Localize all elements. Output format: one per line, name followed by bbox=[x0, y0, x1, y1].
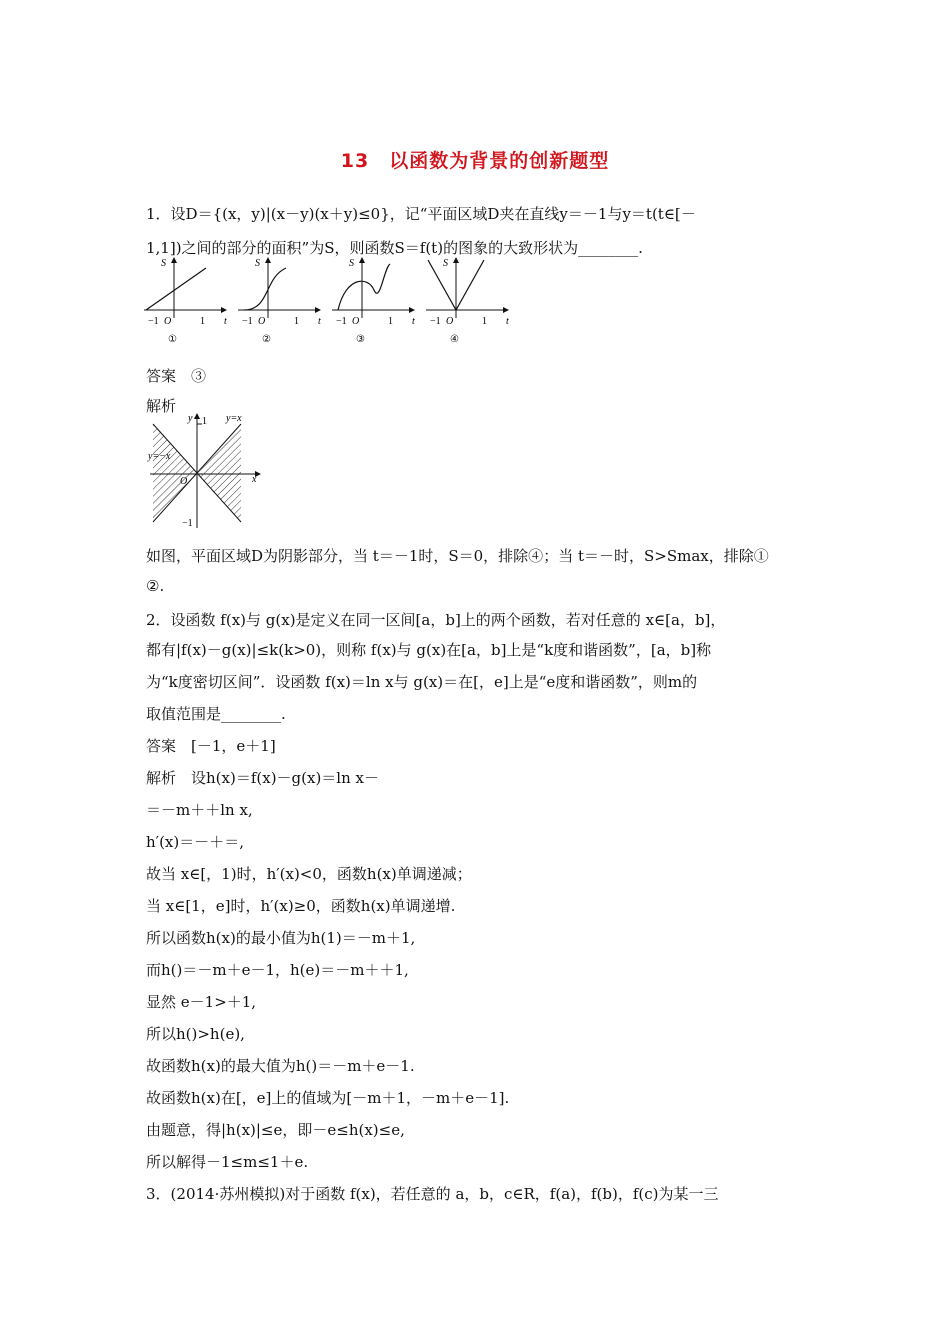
tick-neg-1: −1 bbox=[148, 316, 159, 327]
tick-pos-1: 1 bbox=[388, 316, 393, 327]
region-label-1: 1 bbox=[202, 416, 207, 427]
axis-label-s: S bbox=[443, 258, 448, 269]
analysis-1-text-1: 如图，平面区域D为阴影部分，当 t＝－1时，S＝0，排除④；当 t＝－时，S>Smax，排除① bbox=[146, 547, 769, 565]
problem-1-line-2: 1,1])之间的部分的面积”为S，则函数S＝f(t)的图象的大致形状为________. bbox=[146, 239, 643, 257]
answer-options-graphs bbox=[140, 254, 520, 346]
region-right bbox=[197, 424, 241, 522]
region-label-yx: y=x bbox=[226, 413, 242, 424]
tick-origin: O bbox=[352, 316, 360, 327]
problem-2-line-1: 2．设函数 f(x)与 g(x)是定义在同一区间[a，b]上的两个函数，若对任意的 x∈[a，b]， bbox=[146, 611, 726, 629]
problem-2-line-4: 取值范围是________. bbox=[146, 705, 286, 723]
axis-label-s: S bbox=[349, 258, 354, 269]
region-label-ynegx: y=−x bbox=[148, 451, 171, 462]
analysis-2-line-12: 由题意，得|h(x)|≤e，即－e≤h(x)≤e, bbox=[146, 1121, 405, 1139]
analysis-2-line-2: ＝－m＋＋ln x, bbox=[146, 801, 253, 819]
tick-origin: O bbox=[258, 316, 266, 327]
tick-neg-1: −1 bbox=[242, 316, 253, 327]
option-label: ④ bbox=[450, 334, 459, 345]
region-label-x: x bbox=[252, 474, 257, 485]
axis-label-t: t bbox=[318, 316, 321, 327]
analysis-2-line-10: 故函数h(x)的最大值为h()＝－m＋e－1. bbox=[146, 1057, 415, 1075]
graph-curve bbox=[146, 268, 206, 310]
option-label: ① bbox=[168, 334, 177, 345]
analysis-2-line-3: h′(x)＝－＋＝, bbox=[146, 833, 244, 851]
analysis-2-line-6: 所以函数h(x)的最小值为h(1)＝－m＋1, bbox=[146, 929, 416, 947]
option-label: ② bbox=[262, 334, 271, 345]
tick-pos-1: 1 bbox=[200, 316, 205, 327]
region-diagram bbox=[140, 410, 270, 532]
analysis-2-line-5: 当 x∈[1，e]时，h′(x)≥0，函数h(x)单调递增. bbox=[146, 897, 456, 915]
option-graph-3 bbox=[332, 258, 415, 345]
graph-curve bbox=[244, 268, 286, 310]
axis-label-t: t bbox=[506, 316, 509, 327]
tick-origin: O bbox=[446, 316, 454, 327]
problem-2-line-3: 为“k度密切区间”．设函数 f(x)＝ln x与 g(x)＝在[，e]上是“e度和谐函数”，则m的 bbox=[146, 673, 698, 691]
axis-label-s: S bbox=[255, 258, 260, 269]
analysis-2-line-11: 故函数h(x)在[，e]上的值域为[－m＋1，－m＋e－1]. bbox=[146, 1089, 510, 1107]
option-graph-4 bbox=[426, 258, 509, 345]
region-label-neg1: −1 bbox=[182, 518, 193, 529]
analysis-2-line-8: 显然 e－1>＋1, bbox=[146, 993, 257, 1011]
tick-pos-1: 1 bbox=[294, 316, 299, 327]
graph-curve bbox=[338, 264, 390, 310]
option-label: ③ bbox=[356, 334, 365, 345]
analysis-1-text-2: ②. bbox=[146, 577, 165, 595]
region-label-origin: O bbox=[180, 476, 188, 487]
analysis-2-line-4: 故当 x∈[，1)时，h′(x)<0，函数h(x)单调递减； bbox=[146, 865, 472, 883]
analysis-1-label: 解析 bbox=[146, 397, 177, 415]
axis-label-t: t bbox=[224, 316, 227, 327]
axis-label-t: t bbox=[412, 316, 415, 327]
problem-2-line-2: 都有|f(x)－g(x)|≤k(k>0)，则称 f(x)与 g(x)在[a，b]上是“k度和谐函数”，[a，b]称 bbox=[146, 641, 712, 659]
page-title: 13 以函数为背景的创新题型 bbox=[340, 150, 610, 172]
option-graph-2 bbox=[238, 258, 321, 345]
tick-neg-1: −1 bbox=[336, 316, 347, 327]
problem-1-line-1: 1．设D＝{(x，y)|(x－y)(x＋y)≤0}，记“平面区域D夹在直线y＝－1与y＝t(t∈[－ bbox=[146, 205, 696, 223]
region-label-y: y bbox=[188, 413, 193, 424]
tick-neg-1: −1 bbox=[430, 316, 441, 327]
axis-label-s: S bbox=[161, 258, 166, 269]
region-left bbox=[153, 424, 197, 522]
answer-1: 答案 ③ bbox=[146, 367, 207, 385]
answer-2: 答案 [－1，e＋1] bbox=[146, 737, 276, 755]
tick-pos-1: 1 bbox=[482, 316, 487, 327]
analysis-2-line-9: 所以h()>h(e), bbox=[146, 1025, 245, 1043]
problem-3-line-1: 3．(2014·苏州模拟)对于函数 f(x)，若任意的 a，b，c∈R，f(a)，f(b)，f(c)为某一三 bbox=[146, 1185, 719, 1203]
option-graph-1 bbox=[144, 258, 227, 345]
analysis-2-line-13: 所以解得－1≤m≤1＋e. bbox=[146, 1153, 309, 1171]
analysis-2-line-7: 而h()＝－m＋e－1，h(e)＝－m＋＋1, bbox=[146, 961, 409, 979]
analysis-2-line-1: 解析 设h(x)＝f(x)－g(x)＝ln x－ bbox=[146, 769, 379, 787]
tick-origin: O bbox=[164, 316, 172, 327]
